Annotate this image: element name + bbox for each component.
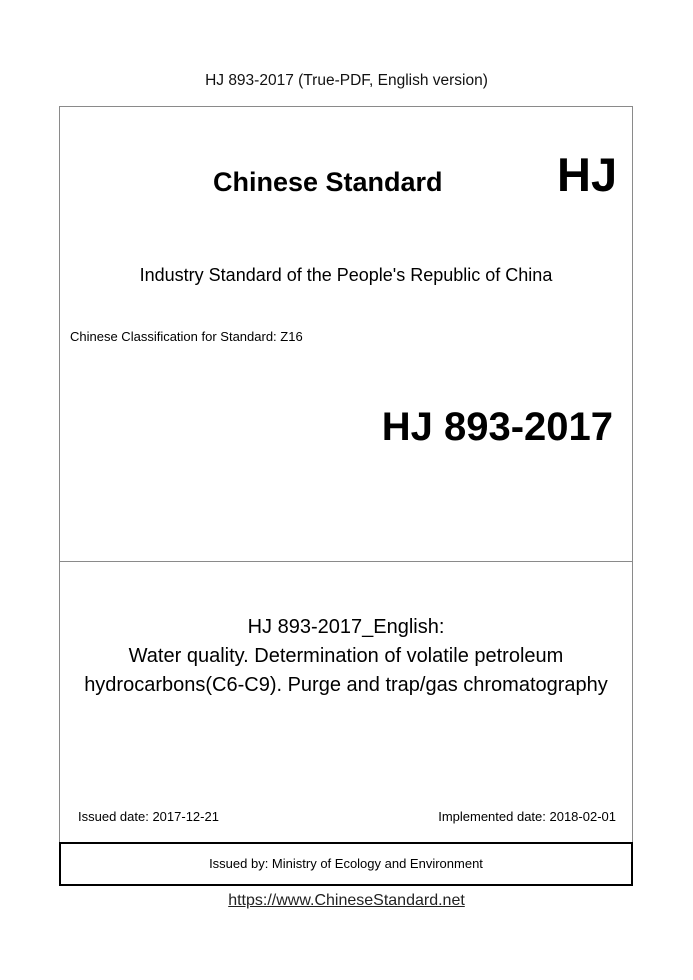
cover-title: Chinese Standard: [213, 167, 443, 197]
standard-code: HJ 893-2017: [381, 405, 613, 449]
industry-standard-line: Industry Standard of the People's Republic of China: [139, 265, 553, 285]
cover-upper-section: [60, 107, 632, 562]
implemented-date: Implemented date: 2018-02-01: [438, 809, 616, 824]
page-header: HJ 893-2017 (True-PDF, English version): [205, 72, 488, 89]
description-line: hydrocarbons(C6-C9). Purge and trap/gas chromatography: [84, 674, 608, 696]
classification-line: Chinese Classification for Standard: Z16: [70, 329, 303, 344]
cover-frame: [59, 106, 633, 885]
standard-badge: HJ: [557, 148, 618, 201]
issued-date: Issued date: 2017-12-21: [78, 809, 219, 824]
description-line: Water quality. Determination of volatile petroleum: [128, 645, 564, 667]
footer-website-link[interactable]: https://www.ChineseStandard.net: [228, 892, 465, 909]
issuer-box: [59, 842, 633, 886]
issuer-text: Issued by: Ministry of Ecology and Environment: [209, 856, 483, 871]
description-line: HJ 893-2017_English:: [247, 616, 445, 638]
standard-description: [60, 613, 632, 700]
